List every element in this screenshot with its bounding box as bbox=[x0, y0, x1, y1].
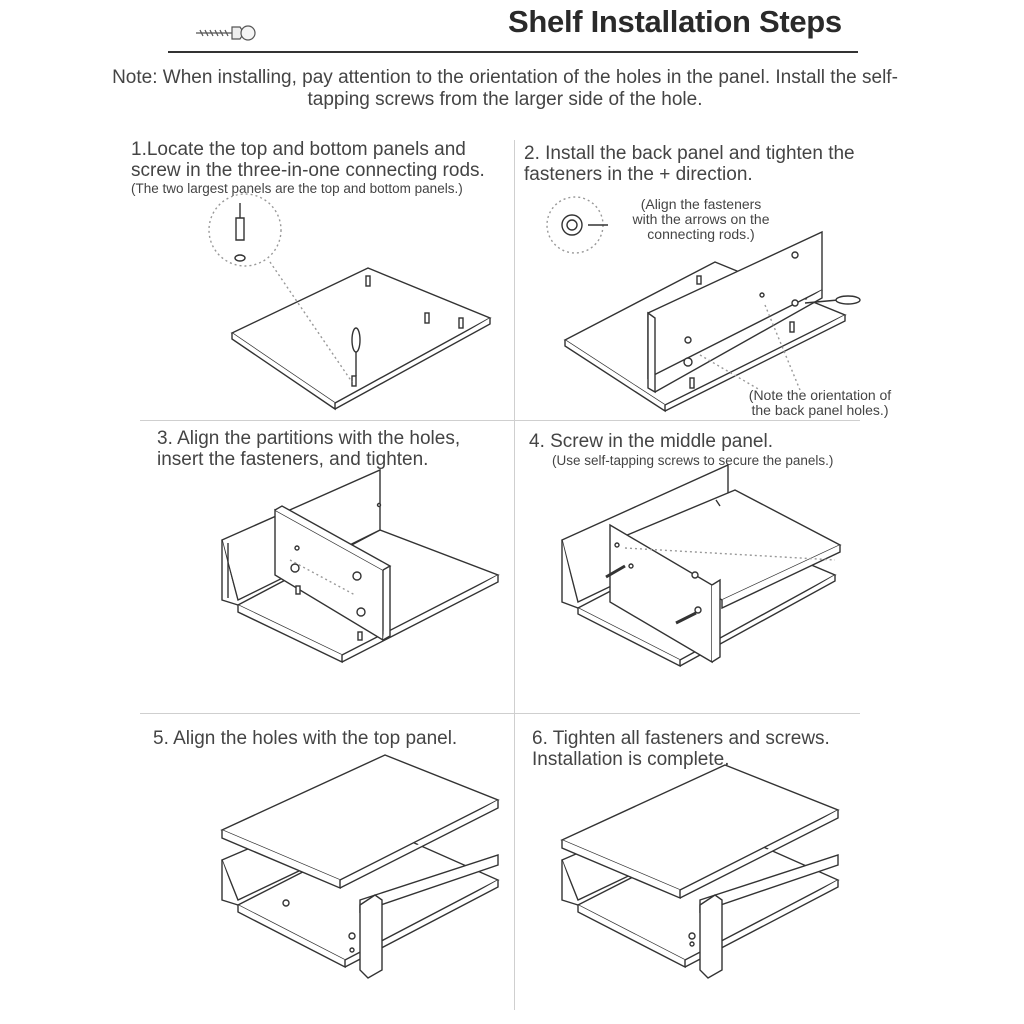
install-note: Note: When installing, pay attention to the orientation of the holes in the panel. Install the self-tapping screws from the larger side of the hole. bbox=[112, 67, 898, 110]
step3-label: 3. Align the partitions with the holes, insert the fasteners, and tighten. bbox=[157, 428, 461, 470]
step5-drawing bbox=[222, 755, 498, 978]
step2-callout-fasteners: (Align the fasteners with the arrows on the connecting rods.) bbox=[632, 196, 770, 242]
divider-vertical bbox=[514, 140, 515, 1010]
step4-sub: (Use self-tapping screws to secure the panels.) bbox=[552, 453, 834, 468]
step1-label: 1.Locate the top and bottom panels and screw in the three-in-one connecting rods. bbox=[131, 139, 485, 181]
step2-label: 2. Install the back panel and tighten the fasteners in the + direction. bbox=[524, 143, 855, 185]
step4-drawing bbox=[562, 465, 840, 666]
step1-sub: (The two largest panels are the top and bottom panels.) bbox=[131, 181, 463, 196]
step3-drawing bbox=[222, 470, 498, 662]
page-title: Shelf Installation Steps bbox=[508, 4, 842, 39]
step2-callout-holes: (Note the orientation of the back panel holes.) bbox=[748, 387, 892, 418]
step1-drawing bbox=[209, 194, 490, 409]
step6-drawing bbox=[562, 765, 838, 978]
title-underline bbox=[168, 51, 858, 53]
divider-row1 bbox=[140, 420, 860, 421]
step5-label: 5. Align the holes with the top panel. bbox=[153, 728, 458, 749]
step6-label: 6. Tighten all fasteners and screws. Installation is complete. bbox=[532, 728, 830, 770]
screw-icon bbox=[196, 26, 255, 40]
step4-label: 4. Screw in the middle panel. bbox=[529, 431, 773, 452]
divider-row2 bbox=[140, 713, 860, 714]
